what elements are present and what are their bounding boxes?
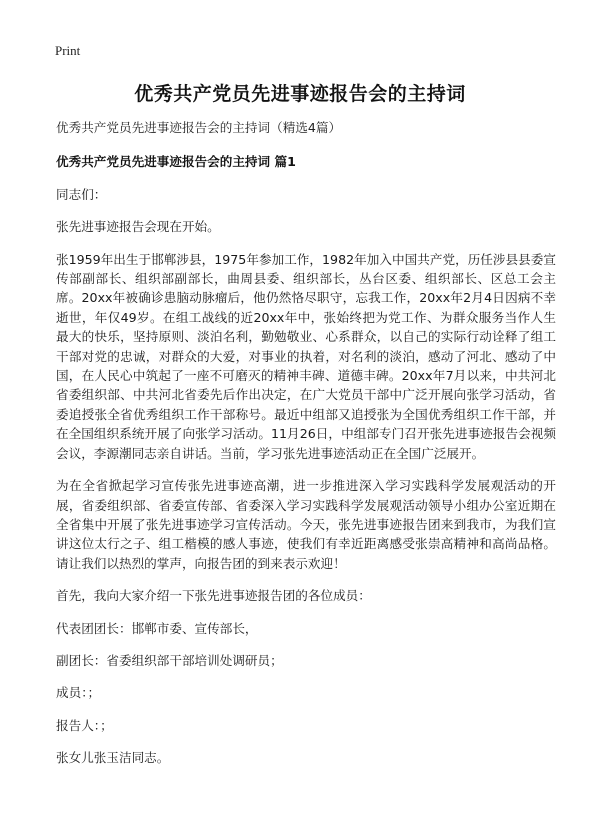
greeting-paragraph: 同志们：	[56, 186, 107, 202]
opening-paragraph: 张先进事迹报告会现在开始。	[56, 219, 220, 235]
members-line: 成员：；	[56, 685, 101, 701]
section-heading: 优秀共产党员先进事迹报告会的主持词 篇1	[56, 154, 296, 170]
daughter-line: 张女儿张玉洁同志。	[56, 750, 170, 766]
reporters-line: 报告人：；	[56, 717, 113, 733]
introduction-paragraph: 首先，我向大家介绍一下张先进事迹报告团的各位成员：	[56, 588, 371, 604]
print-link[interactable]: Print	[55, 43, 81, 58]
delegation-leader-line: 代表团团长：邯郸市委、宣传部长，	[56, 620, 258, 636]
page-title: 优秀共产党员先进事迹报告会的主持词	[134, 83, 466, 105]
campaign-paragraph: 为在全省掀起学习宣传张先进事迹高潮，进一步推进深入学习实践科学发展观活动的开展，省委组织部、省委宣传部、省委深入学习实践科学发展观活动领导小组办公室近期在全省集中开展了张先进事迹学习宣传活动。今天，张先进事迹报告团来到我市，为我们宣讲这位太行之子、组工楷模的感人事迹，使我们有幸近距离感受张崇高精神和高尚品格。请让我们以热烈的掌声，向报告团的到来表示欢迎！	[56, 478, 556, 571]
deputy-leader-line: 副团长：省委组织部干部培训处调研员；	[56, 652, 283, 668]
article-subtitle: 优秀共产党员先进事迹报告会的主持词（精选4篇）	[56, 120, 342, 135]
biography-paragraph: 张1959年出生于邯郸涉县，1975年参加工作，1982年加入中国共产党，历任涉县县委宣传部副部长、组织部副部长，曲周县委、组织部长，丛台区委、组织部长、区总工会主席。20xx年被确诊患脑动脉瘤后，他仍然恪尽职守，忘我工作，20xx年2月4日因病不幸逝世，年仅49岁。在组工战线的近20xx年中，张始终把为党工作、为群众服务当作人生最大的快乐，坚持原则、淡泊名利，勤勉敬业、心系群众，以自己的实际行动诠释了组工干部对党的忠诚，对群众的大爱，对事业的执着，对名利的淡泊，感动了河北、感动了中国，在人民心中筑起了一座不可磨灭的精神丰碑、道德丰碑。20xx年7月以来，中共河北省委组织部、中共河北省委先后作出决定，在广大党员干部中广泛开展向张学习活动，省委追授张全省优秀组织工作干部称号。最近中组部又追授张为全国优秀组织工作干部，并在全国组织系统开展了向张学习活动。11月26日，中组部专门召开张先进事迹报告会视频会议，李源潮同志亲自讲话。当前，学习张先进事迹活动正在全国广泛展开。	[56, 251, 556, 461]
article-content	[56, 118, 556, 781]
